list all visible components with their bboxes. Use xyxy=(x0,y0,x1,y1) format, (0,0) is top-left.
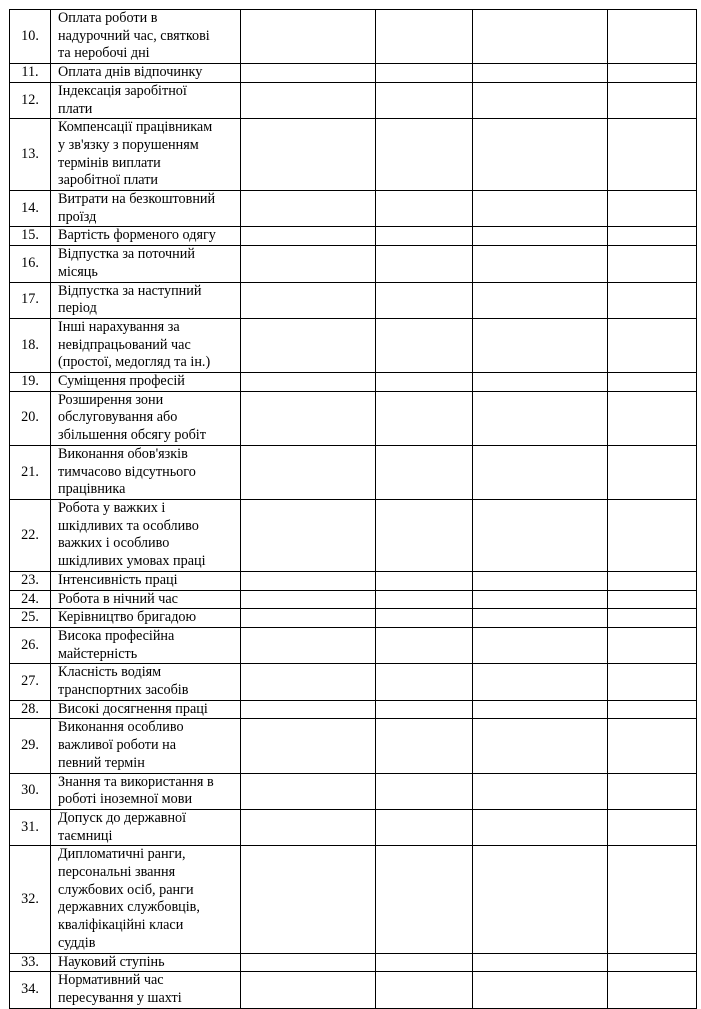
table-row xyxy=(10,664,697,700)
item-name-line: надурочний час, святкові xyxy=(58,27,210,44)
item-name-line: проїзд xyxy=(58,208,97,225)
row-number: 10. xyxy=(10,10,51,64)
document-page xyxy=(9,9,696,1009)
payroll-items-table xyxy=(9,9,697,1009)
empty-value-cell xyxy=(473,953,608,972)
empty-value-cell xyxy=(376,809,473,845)
table-row xyxy=(10,191,697,227)
item-name-line: у зв'язку з порушенням xyxy=(58,136,199,153)
empty-value-cell xyxy=(473,191,608,227)
item-name-line: Керівництво бригадою xyxy=(58,609,197,626)
empty-value-cell xyxy=(376,590,473,609)
row-number: 29. xyxy=(10,719,51,773)
row-number: 22. xyxy=(10,499,51,571)
item-name-line: майстерність xyxy=(58,645,138,662)
item-name-cell xyxy=(51,10,241,64)
empty-value-cell xyxy=(608,282,697,318)
empty-value-cell xyxy=(473,700,608,719)
item-name-cell xyxy=(51,318,241,372)
table-row xyxy=(10,972,697,1008)
empty-value-cell xyxy=(473,499,608,571)
empty-value-cell xyxy=(473,445,608,499)
empty-value-cell xyxy=(376,64,473,83)
empty-value-cell xyxy=(241,700,376,719)
table-row xyxy=(10,282,697,318)
empty-value-cell xyxy=(376,445,473,499)
row-number: 20. xyxy=(10,391,51,445)
empty-value-cell xyxy=(241,282,376,318)
empty-value-cell xyxy=(608,953,697,972)
item-name-cell xyxy=(51,82,241,118)
item-name-line: Виконання особливо xyxy=(58,719,184,736)
item-name-line: збільшення обсягу робіт xyxy=(58,427,206,444)
item-name-cell xyxy=(51,571,241,590)
empty-value-cell xyxy=(376,119,473,191)
empty-value-cell xyxy=(473,627,608,663)
table-row xyxy=(10,809,697,845)
empty-value-cell xyxy=(608,191,697,227)
empty-value-cell xyxy=(608,391,697,445)
item-name-line: Науковий ступінь xyxy=(58,953,165,970)
item-name-line: транспортних засобів xyxy=(58,682,189,699)
item-name-line: Індексація заробітної xyxy=(58,82,187,99)
empty-value-cell xyxy=(473,10,608,64)
item-name-cell xyxy=(51,246,241,282)
empty-value-cell xyxy=(473,571,608,590)
item-name-line: заробітної плати xyxy=(58,172,159,189)
item-name-cell xyxy=(51,700,241,719)
row-number: 34. xyxy=(10,972,51,1008)
table-row xyxy=(10,953,697,972)
item-name-cell xyxy=(51,590,241,609)
empty-value-cell xyxy=(241,719,376,773)
empty-value-cell xyxy=(376,953,473,972)
empty-value-cell xyxy=(608,64,697,83)
item-name-line: Оплата днів відпочинку xyxy=(58,64,203,81)
empty-value-cell xyxy=(376,82,473,118)
item-name-cell xyxy=(51,953,241,972)
item-name-cell xyxy=(51,609,241,628)
item-name-line: термінів виплати xyxy=(58,154,161,171)
item-name-cell xyxy=(51,191,241,227)
empty-value-cell xyxy=(608,627,697,663)
empty-value-cell xyxy=(241,191,376,227)
table-row xyxy=(10,10,697,64)
empty-value-cell xyxy=(376,282,473,318)
row-number: 31. xyxy=(10,809,51,845)
item-name-line: Суміщення професій xyxy=(58,373,185,390)
item-name-line: Розширення зони xyxy=(58,391,164,408)
item-name-cell xyxy=(51,445,241,499)
row-number: 25. xyxy=(10,609,51,628)
item-name-line: невідпрацьований час xyxy=(58,336,191,353)
empty-value-cell xyxy=(241,373,376,392)
item-name-line: Високі досягнення праці xyxy=(58,700,208,717)
item-name-line: Інші нарахування за xyxy=(58,318,180,335)
row-number: 15. xyxy=(10,227,51,246)
item-name-line: Робота у важких і xyxy=(58,499,166,516)
empty-value-cell xyxy=(473,609,608,628)
item-name-line: Робота в нічний час xyxy=(58,590,178,607)
item-name-line: Допуск до державної xyxy=(58,809,187,826)
item-name-line: місяць xyxy=(58,263,98,280)
item-name-line: працівника xyxy=(58,481,126,498)
empty-value-cell xyxy=(473,846,608,953)
empty-value-cell xyxy=(376,391,473,445)
empty-value-cell xyxy=(241,499,376,571)
item-name-line: Відпустка за наступний xyxy=(58,282,202,299)
empty-value-cell xyxy=(241,445,376,499)
empty-value-cell xyxy=(473,119,608,191)
table-row xyxy=(10,119,697,191)
empty-value-cell xyxy=(608,719,697,773)
item-name-line: Відпустка за поточний xyxy=(58,246,195,263)
item-name-line: період xyxy=(58,300,97,317)
item-name-cell xyxy=(51,391,241,445)
item-name-line: обслуговування або xyxy=(58,409,178,426)
item-name-cell xyxy=(51,719,241,773)
item-name-line: важливої роботи на xyxy=(58,737,177,754)
item-name-cell xyxy=(51,972,241,1008)
item-name-cell xyxy=(51,809,241,845)
empty-value-cell xyxy=(241,391,376,445)
table-row xyxy=(10,609,697,628)
item-name-line: Нормативний час xyxy=(58,972,164,989)
empty-value-cell xyxy=(241,82,376,118)
table-row xyxy=(10,373,697,392)
empty-value-cell xyxy=(473,64,608,83)
empty-value-cell xyxy=(608,609,697,628)
empty-value-cell xyxy=(241,10,376,64)
empty-value-cell xyxy=(608,846,697,953)
item-name-line: шкідливих умовах праці xyxy=(58,553,206,570)
empty-value-cell xyxy=(376,246,473,282)
item-name-line: Виконання обов'язків xyxy=(58,445,188,462)
table-row xyxy=(10,590,697,609)
empty-value-cell xyxy=(608,82,697,118)
row-number: 26. xyxy=(10,627,51,663)
item-name-line: персональні звання xyxy=(58,864,176,881)
table-row xyxy=(10,499,697,571)
empty-value-cell xyxy=(608,773,697,809)
empty-value-cell xyxy=(376,609,473,628)
row-number: 18. xyxy=(10,318,51,372)
table-row xyxy=(10,246,697,282)
empty-value-cell xyxy=(473,773,608,809)
table-row xyxy=(10,773,697,809)
empty-value-cell xyxy=(241,627,376,663)
item-name-line: Класність водіям xyxy=(58,664,162,681)
empty-value-cell xyxy=(473,590,608,609)
empty-value-cell xyxy=(241,609,376,628)
item-name-line: плати xyxy=(58,100,93,117)
empty-value-cell xyxy=(608,445,697,499)
item-name-line: Компенсації працівникам xyxy=(58,119,213,136)
empty-value-cell xyxy=(376,627,473,663)
empty-value-cell xyxy=(473,664,608,700)
empty-value-cell xyxy=(241,846,376,953)
empty-value-cell xyxy=(376,719,473,773)
row-number: 21. xyxy=(10,445,51,499)
row-number: 12. xyxy=(10,82,51,118)
empty-value-cell xyxy=(241,318,376,372)
table-body xyxy=(10,10,697,1009)
row-number: 16. xyxy=(10,246,51,282)
row-number: 19. xyxy=(10,373,51,392)
empty-value-cell xyxy=(473,719,608,773)
empty-value-cell xyxy=(241,64,376,83)
table-row xyxy=(10,445,697,499)
empty-value-cell xyxy=(608,227,697,246)
table-row xyxy=(10,227,697,246)
row-number: 32. xyxy=(10,846,51,953)
empty-value-cell xyxy=(473,318,608,372)
empty-value-cell xyxy=(473,246,608,282)
empty-value-cell xyxy=(376,571,473,590)
empty-value-cell xyxy=(608,664,697,700)
empty-value-cell xyxy=(608,246,697,282)
row-number: 13. xyxy=(10,119,51,191)
empty-value-cell xyxy=(473,82,608,118)
empty-value-cell xyxy=(241,590,376,609)
empty-value-cell xyxy=(608,119,697,191)
item-name-line: суддів xyxy=(58,934,96,951)
item-name-line: Знання та використання в xyxy=(58,773,214,790)
empty-value-cell xyxy=(241,571,376,590)
empty-value-cell xyxy=(376,664,473,700)
empty-value-cell xyxy=(608,972,697,1008)
empty-value-cell xyxy=(376,773,473,809)
item-name-cell xyxy=(51,627,241,663)
empty-value-cell xyxy=(473,391,608,445)
empty-value-cell xyxy=(241,773,376,809)
table-row xyxy=(10,64,697,83)
item-name-line: Інтенсивність праці xyxy=(58,571,178,588)
item-name-cell xyxy=(51,64,241,83)
empty-value-cell xyxy=(241,809,376,845)
empty-value-cell xyxy=(376,318,473,372)
empty-value-cell xyxy=(241,227,376,246)
item-name-line: пересування у шахті xyxy=(58,989,182,1006)
item-name-line: роботі іноземної мови xyxy=(58,791,193,808)
item-name-cell xyxy=(51,664,241,700)
item-name-line: певний термін xyxy=(58,754,145,771)
row-number: 24. xyxy=(10,590,51,609)
empty-value-cell xyxy=(608,318,697,372)
empty-value-cell xyxy=(376,373,473,392)
empty-value-cell xyxy=(376,191,473,227)
empty-value-cell xyxy=(241,246,376,282)
item-name-line: важких і особливо xyxy=(58,535,170,552)
item-name-line: службових осіб, ранги xyxy=(58,881,194,898)
empty-value-cell xyxy=(376,227,473,246)
empty-value-cell xyxy=(241,119,376,191)
empty-value-cell xyxy=(608,809,697,845)
row-number: 11. xyxy=(10,64,51,83)
empty-value-cell xyxy=(608,10,697,64)
row-number: 30. xyxy=(10,773,51,809)
item-name-line: таємниці xyxy=(58,827,113,844)
item-name-line: Витрати на безкоштовний xyxy=(58,191,216,208)
table-row xyxy=(10,318,697,372)
table-row xyxy=(10,719,697,773)
empty-value-cell xyxy=(376,846,473,953)
row-number: 23. xyxy=(10,571,51,590)
empty-value-cell xyxy=(376,499,473,571)
item-name-cell xyxy=(51,282,241,318)
item-name-line: тимчасово відсутнього xyxy=(58,463,196,480)
table-row xyxy=(10,846,697,953)
row-number: 14. xyxy=(10,191,51,227)
item-name-line: Оплата роботи в xyxy=(58,10,158,26)
item-name-line: Вартість форменого одягу xyxy=(58,227,216,244)
empty-value-cell xyxy=(473,373,608,392)
table-row xyxy=(10,700,697,719)
empty-value-cell xyxy=(473,227,608,246)
row-number: 27. xyxy=(10,664,51,700)
item-name-line: шкідливих та особливо xyxy=(58,517,199,534)
empty-value-cell xyxy=(376,10,473,64)
empty-value-cell xyxy=(376,700,473,719)
item-name-line: державних службовців, xyxy=(58,899,200,916)
empty-value-cell xyxy=(608,590,697,609)
item-name-cell xyxy=(51,773,241,809)
item-name-cell xyxy=(51,499,241,571)
table-row xyxy=(10,571,697,590)
table-row xyxy=(10,391,697,445)
table-row xyxy=(10,627,697,663)
row-number: 17. xyxy=(10,282,51,318)
empty-value-cell xyxy=(608,700,697,719)
empty-value-cell xyxy=(608,499,697,571)
item-name-line: та неробочі дні xyxy=(58,45,150,62)
item-name-line: Дипломатичні ранги, xyxy=(58,846,186,863)
row-number: 33. xyxy=(10,953,51,972)
empty-value-cell xyxy=(241,664,376,700)
item-name-line: Висока професійна xyxy=(58,627,175,644)
item-name-cell xyxy=(51,846,241,953)
table-row xyxy=(10,82,697,118)
empty-value-cell xyxy=(376,972,473,1008)
empty-value-cell xyxy=(241,953,376,972)
empty-value-cell xyxy=(608,373,697,392)
empty-value-cell xyxy=(473,282,608,318)
row-number: 28. xyxy=(10,700,51,719)
empty-value-cell xyxy=(608,571,697,590)
empty-value-cell xyxy=(473,809,608,845)
empty-value-cell xyxy=(473,972,608,1008)
item-name-line: кваліфікаційні класи xyxy=(58,917,184,934)
item-name-cell xyxy=(51,373,241,392)
item-name-line: (простої, медогляд та ін.) xyxy=(58,354,211,371)
item-name-cell xyxy=(51,119,241,191)
empty-value-cell xyxy=(241,972,376,1008)
item-name-cell xyxy=(51,227,241,246)
